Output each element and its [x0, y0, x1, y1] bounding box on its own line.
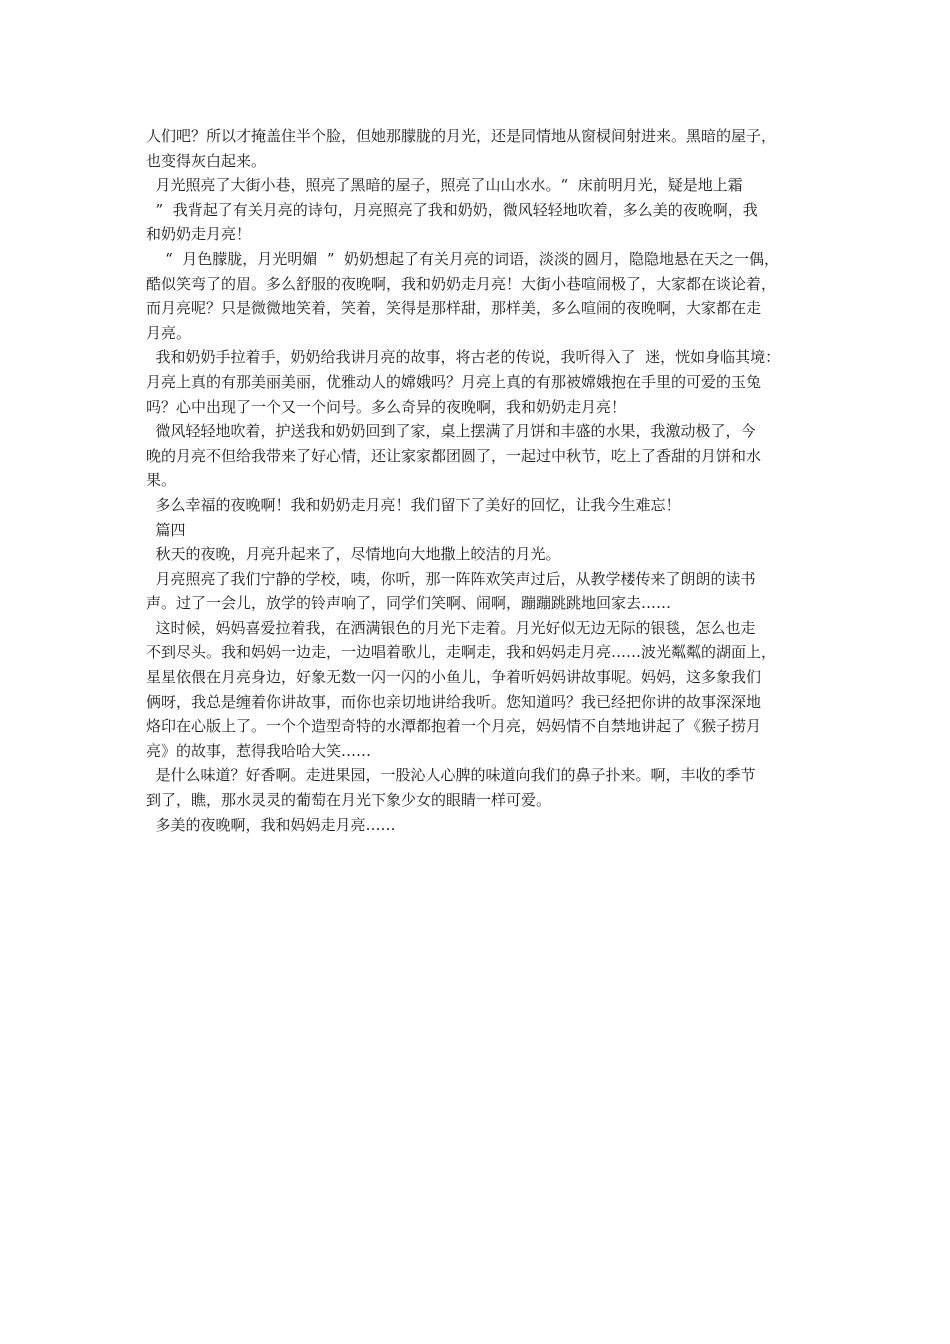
text-line: 多么幸福的夜晚啊！我和奶奶走月亮！我们留下了美好的回忆，让我今生难忘！: [146, 495, 681, 514]
paragraph: [146, 493, 826, 518]
text-line: 微风轻轻地吹着，护送我和奶奶回到了家，桌上摆满了月饼和丰盛的水果，我激动极了，今: [146, 422, 756, 441]
text-line: 声。过了一会儿，放学的铃声响了，同学们笑啊、闹啊，蹦蹦跳跳地回家去……: [146, 594, 672, 613]
paragraph: [146, 124, 826, 173]
paragraph: [146, 813, 826, 838]
text-line: 晚的月亮不但给我带来了好心情，还让家家都团圆了，一起过中秋节，吃上了香甜的月饼和水: [146, 446, 762, 465]
paragraph: [146, 419, 826, 493]
text-line: 也变得灰白起来。: [146, 151, 267, 170]
text-line: “ 月色朦胧，月光明媚 ” 奶奶想起了有关月亮的词语，淡淡的圆月，隐隐地悬在天之一偶，: [146, 249, 780, 268]
text-line: 人们吧？所以才掩盖住半个脸，但她那朦胧的月光，还是同情地从窗棂间射进来。黑暗的屋子，: [146, 127, 777, 145]
paragraph: [146, 173, 826, 247]
paragraph: [146, 247, 826, 345]
text-line: 月亮上真的有那美丽美丽，优雅动人的嫦娥吗？月亮上真的有那被嫦娥抱在手里的可爱的玉兔: [146, 372, 762, 391]
text-line: 星星依偎在月亮身边，好象无数一闪一闪的小鱼儿，争着听妈妈讲故事呢。妈妈，这多象我们: [146, 668, 762, 687]
text-line: 篇四: [146, 520, 186, 539]
text-line: 俩呀，我总是缠着你讲故事，而你也亲切地讲给我听。您知道吗？我已经把你讲的故事深深地: [146, 692, 762, 711]
text-line: 吗？心中出现了一个又一个问号。多么奇异的夜晚啊，我和奶奶走月亮！: [146, 397, 627, 416]
section-heading: [146, 518, 826, 543]
text-line: 多美的夜晚啊，我和妈妈走月亮……: [146, 815, 396, 834]
text-line: ” 我背起了有关月亮的诗句，月亮照亮了我和奶奶，微风轻轻地吹着，多么美的夜晚啊，我: [146, 200, 758, 219]
text-line: 到了，瞧，那水灵灵的葡萄在月光下象少女的眼睛一样可爱。: [146, 791, 552, 810]
text-line: 和奶奶走月亮！: [146, 225, 252, 244]
text-line: 是什么味道？好香啊。走进果园，一股沁人心脾的味道向我们的鼻子扑来。啊，丰收的季节: [146, 766, 756, 785]
text-line: 酷似笑弯了的眉。多么舒服的夜晚啊，我和奶奶走月亮！大街小巷喧闹极了，大家都在谈论着，: [146, 274, 777, 293]
paragraph: [146, 345, 826, 419]
document-body: [146, 124, 826, 837]
text-line: 秋天的夜晚，月亮升起来了，尽情地向大地撒上皎洁的月光。: [146, 545, 561, 564]
paragraph: [146, 763, 826, 812]
paragraph: [146, 616, 826, 764]
text-line: 亮》的故事，惹得我哈哈大笑……: [146, 741, 372, 760]
text-line: 月亮。: [146, 323, 192, 342]
paragraph: [146, 567, 826, 616]
text-line: 月亮照亮了我们宁静的学校，咦，你听，那一阵阵欢笑声过后，从教学楼传来了朗朗的读书: [146, 569, 756, 588]
text-line: 烙印在心版上了。一个个造型奇特的水潭都抱着一个月亮，妈妈情不自禁地讲起了《猴子捞月: [146, 717, 762, 736]
paragraph: [146, 542, 826, 567]
text-line: 不到尽头。我和妈妈一边走，一边唱着歌儿，走啊走，我和妈妈走月亮……波光粼粼的湖面上，: [146, 643, 777, 662]
text-line: 果。: [146, 471, 177, 490]
text-line: 我和奶奶手拉着手，奶奶给我讲月亮的故事，将古老的传说，我听得入了 迷，恍如身临其境：: [146, 348, 781, 367]
text-line: 月光照亮了大街小巷，照亮了黑暗的屋子，照亮了山山水水。“ 床前明月光，疑是地上霜: [146, 176, 743, 195]
text-line: 而月亮呢？只是微微地笑着，笑着，笑得是那样甜，那样美，多么喧闹的夜晚啊，大家都在走: [146, 299, 762, 318]
text-line: 这时候，妈妈喜爱拉着我，在洒满银色的月光下走着。月光好似无边无际的银毯，怎么也走: [146, 618, 756, 637]
